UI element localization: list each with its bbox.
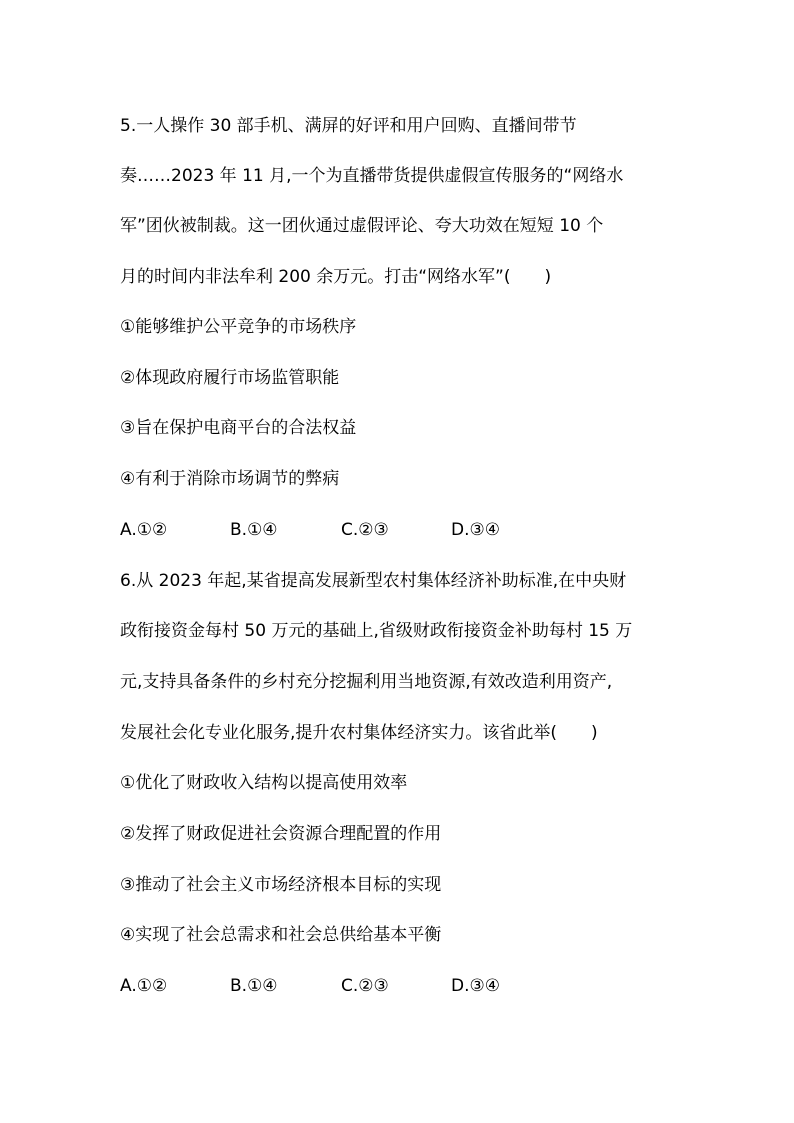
- q6-stem-line-1: 6.从 2023 年起,某省提高发展新型农村集体经济补助标准,在中央财: [120, 571, 627, 591]
- q5-statement-4: ④有利于消除市场调节的弊病: [120, 469, 340, 489]
- q6-option-b: B.①④: [230, 976, 278, 996]
- q5-option-c: C.②③: [341, 520, 389, 540]
- q6-statement-4: ④实现了社会总需求和社会总供给基本平衡: [120, 925, 442, 945]
- q5-option-b: B.①④: [230, 520, 278, 540]
- q6-statement-3: ③推动了社会主义市场经济根本目标的实现: [120, 875, 442, 895]
- q6-option-a: A.①②: [120, 976, 168, 996]
- q5-statement-2: ②体现政府履行市场监管职能: [120, 368, 340, 388]
- q5-stem-line-1: 5.一人操作 30 部手机、满屏的好评和用户回购、直播间带节: [120, 116, 577, 136]
- q6-stem-line-4: 发展社会化专业化服务,提升农村集体经济实力。该省此举( ): [120, 723, 598, 743]
- q5-statement-3: ③旨在保护电商平台的合法权益: [120, 418, 357, 438]
- q5-option-d: D.③④: [451, 520, 500, 540]
- q6-stem-line-2: 政衔接资金每村 50 万元的基础上,省级财政衔接资金补助每村 15 万: [120, 621, 633, 641]
- q6-statement-1: ①优化了财政收入结构以提高使用效率: [120, 773, 408, 793]
- q5-statement-1: ①能够维护公平竞争的市场秩序: [120, 317, 357, 337]
- q5-stem-line-3: 军”团伙被制裁。这一团伙通过虚假评论、夸大功效在短短 10 个: [120, 216, 604, 236]
- q6-statement-2: ②发挥了财政促进社会资源合理配置的作用: [120, 824, 442, 844]
- q6-stem-line-3: 元,支持具备条件的乡村充分挖掘利用当地资源,有效改造利用资产,: [120, 672, 613, 692]
- q5-option-a: A.①②: [120, 520, 168, 540]
- q5-stem-line-4: 月的时间内非法牟利 200 余万元。打击“网络水军”( ): [120, 267, 552, 287]
- q6-option-c: C.②③: [341, 976, 389, 996]
- q5-stem-line-2: 奏……2023 年 11 月,一个为直播带货提供虚假宣传服务的“网络水: [120, 166, 624, 186]
- q6-option-d: D.③④: [451, 976, 500, 996]
